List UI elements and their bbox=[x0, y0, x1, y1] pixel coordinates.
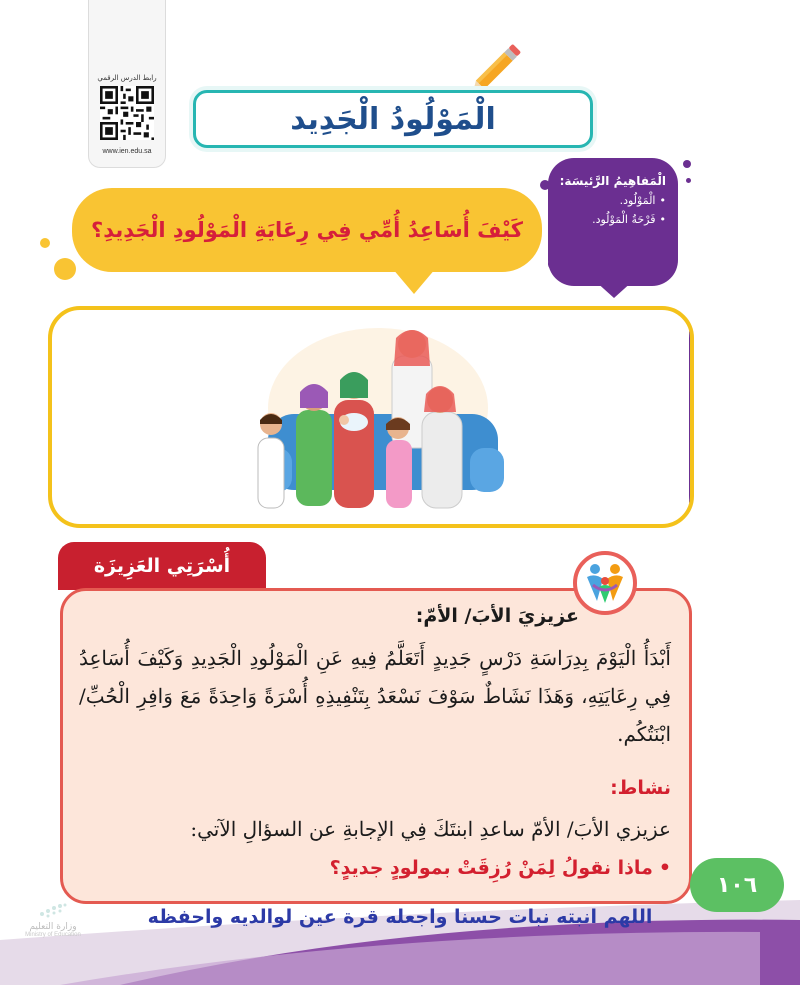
ministry-name: وزارة التعليم bbox=[29, 922, 77, 932]
decor-dot bbox=[54, 258, 76, 280]
qr-label: رابط الدرس الرقمي bbox=[97, 74, 157, 82]
key-concepts-list bbox=[554, 194, 666, 226]
decor-dot bbox=[686, 178, 691, 183]
lesson-question: كَيْفَ أُسَاعِدُ أُمِّي فِي رِعَايَةِ الْمَوْلُودِ الْجَدِيدِ؟ bbox=[91, 218, 523, 242]
page-title: الْمَوْلُودُ الْجَدِيد bbox=[290, 101, 496, 137]
page-number: ١٠٦ bbox=[716, 872, 758, 898]
lesson-title-box bbox=[193, 90, 593, 148]
intro-paragraph: أَبْدَأُ الْيَوْمَ بِدِرَاسَةِ دَرْسٍ جَدِيدٍ أَتَعَلَّمُ فِيهِ عَنِ الْمَوْلُودِ الْجَدِيدِ وَكَيْفَ أُسَاعِدُ فِي رِعَايَتِهِ، وَهَذَا نَشَاطٌ سَوْفَ نَسْعَدُ بِتَنْفِيذِهِ أُسْرَةً وَاحِدَةً مَعَ وَافِرِ الْحُبِّ/ ابْنَتُكُم. bbox=[79, 646, 671, 746]
family-illustration bbox=[248, 318, 508, 524]
frame-accent bbox=[674, 310, 694, 524]
concepts-bubble-tail bbox=[594, 280, 634, 298]
page-number-bubble bbox=[690, 858, 784, 912]
parent-greeting: عزيزيَ الأبَ/ الأمّ: bbox=[415, 605, 579, 627]
qr-code-icon[interactable] bbox=[100, 86, 154, 140]
bottom-band bbox=[0, 880, 800, 985]
concept-item: • الْمَوْلُود. bbox=[554, 194, 666, 207]
ministry-logo bbox=[18, 902, 88, 938]
prayer-text: اللهم انبته نبات حسنا واجعله قرة عين لوالديه واحفظه bbox=[147, 906, 653, 928]
activity-question-text: ماذا نقولُ لِمَنْ رُزِقَتْ بمولودٍ جديدٍ؟ bbox=[329, 857, 653, 879]
ministry-name-en: Ministry of Education bbox=[25, 932, 81, 938]
activity-instruction: عزيزي الأبَ/ الأمّ ساعدِ ابنتَكَ فِي الإجابةِ عن السؤالِ الآتي: bbox=[190, 817, 671, 841]
family-logo-icon bbox=[577, 555, 633, 611]
family-activity-panel bbox=[60, 588, 692, 904]
key-concepts-bubble bbox=[548, 158, 678, 286]
question-bubble-tail bbox=[392, 268, 436, 294]
bullet-icon: • bbox=[658, 857, 671, 879]
family-logo bbox=[573, 551, 637, 615]
key-concepts-heading: الْمَفاهِيمُ الرَّئيسَة: bbox=[559, 174, 666, 188]
illustration-frame bbox=[48, 306, 694, 528]
family-section-title: أُسْرَتِي العَزِيزَة bbox=[93, 555, 231, 577]
decor-dot bbox=[40, 238, 50, 248]
family-section-header bbox=[58, 542, 266, 590]
qr-panel bbox=[88, 0, 166, 168]
lesson-question-bubble bbox=[72, 188, 542, 272]
concept-item: • فَرْحَةُ الْمَوْلُود. bbox=[554, 213, 666, 226]
activity-question bbox=[330, 857, 671, 879]
decor-dot bbox=[683, 160, 691, 168]
activity-label: نشاط: bbox=[610, 777, 671, 799]
ministry-dots-icon bbox=[38, 902, 68, 918]
qr-url[interactable]: www.ien.edu.sa bbox=[102, 148, 152, 155]
